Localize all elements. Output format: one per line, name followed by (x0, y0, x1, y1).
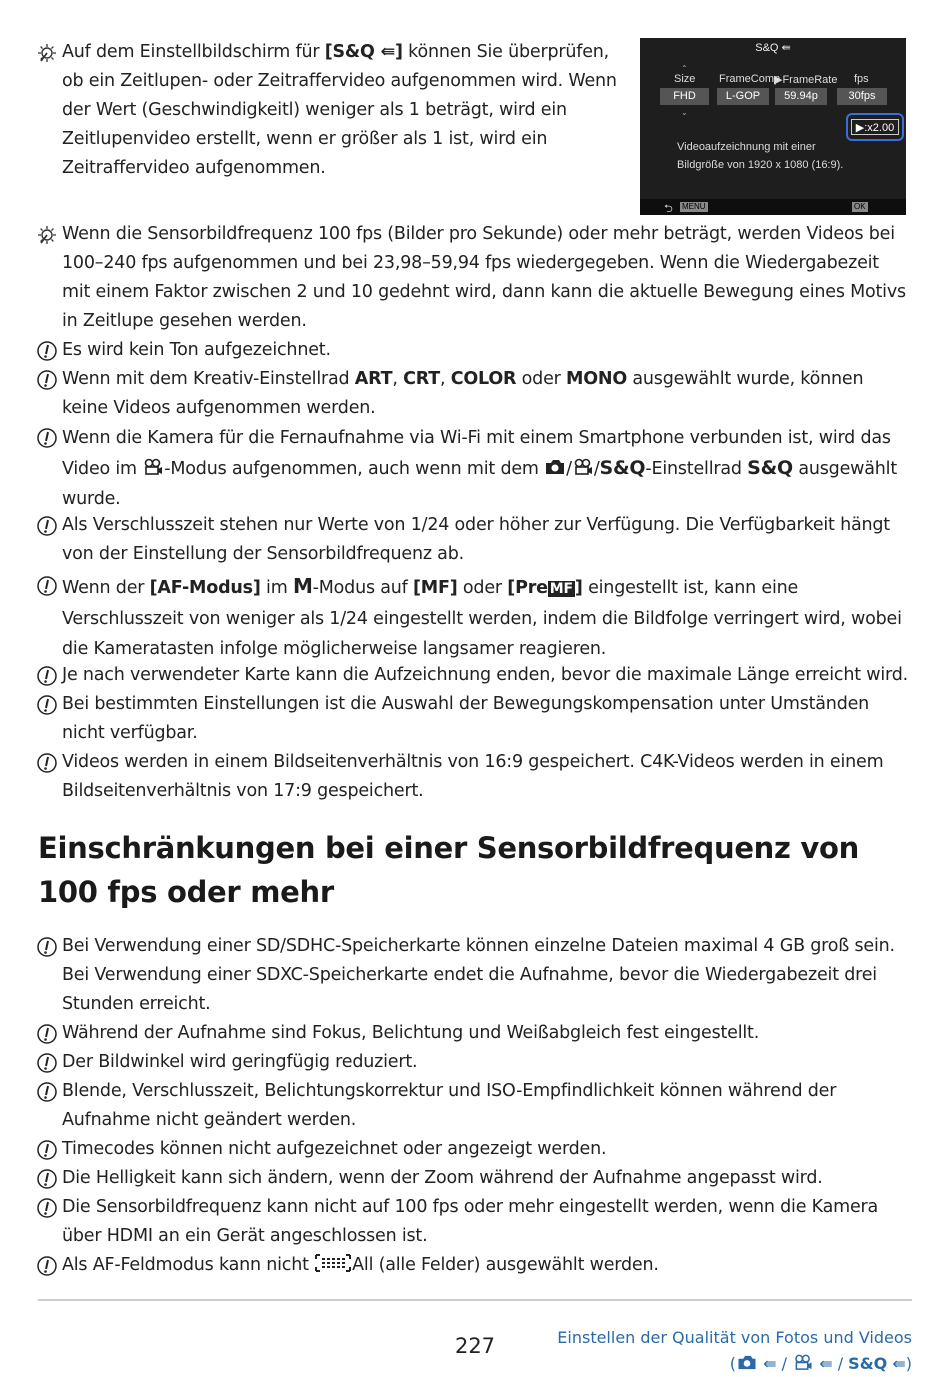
art-sep1: , (392, 369, 404, 389)
pre-mf-label-c: ] (574, 578, 583, 598)
intro-note (36, 38, 626, 183)
sq-menu-label: [S&Q ⇚] (324, 42, 403, 62)
art-post: ausgewählt wurde, können keine Videos aufgenommen werden. (62, 369, 864, 418)
caution-icon (36, 1255, 58, 1277)
af-pre: Wenn der (62, 578, 150, 598)
note-text: Es wird kein Ton aufgezeichnet. (62, 340, 331, 360)
af-field-post: All (alle Felder) ausgewählt werden. (352, 1255, 659, 1275)
restriction-text: Blende, Verschlusszeit, Belichtungskorrektur und ISO-Empfindlichkeit können während der Aufnahme nicht geändert werden. (62, 1081, 837, 1130)
restriction-exposure (36, 1077, 912, 1135)
note-art-dial (36, 365, 912, 423)
up-arrow-icon: ⌃ (681, 64, 688, 73)
af-mid1: im (260, 578, 293, 598)
wifi-post: ausgewählt wurde. (62, 459, 897, 509)
mono-label: MONO (566, 369, 628, 389)
art-sep2: , (439, 369, 451, 389)
caution-icon (36, 1081, 58, 1103)
note-no-sound (36, 336, 912, 365)
down-arrow-icon: ⌄ (681, 108, 688, 117)
restriction-timecode (36, 1135, 912, 1164)
quality-icon: ⇚ (758, 1354, 777, 1373)
note-text: Je nach verwendeter Karte kann die Aufzeichnung enden, bevor die maximale Länge erreicht wird. (62, 665, 908, 685)
caution-icon (36, 694, 58, 716)
restriction-text: Timecodes können nicht aufgezeichnet oder angezeigt werden. (62, 1139, 607, 1159)
camera-screen-header: S&Q ⇚ (755, 42, 791, 54)
quality-icon: ⇚ (814, 1354, 833, 1373)
caution-icon (36, 665, 58, 687)
footer-title[interactable]: Einstellen der Qualität von Fotos und Videos (557, 1328, 912, 1347)
wifi-pre: Wenn die Kamera für die Fernaufnahme via Wi-Fi mit einem Smartphone verbunden ist, wird das Video im (62, 428, 891, 479)
tip-icon (36, 224, 58, 246)
caution-icon (36, 936, 58, 958)
mf-label: [MF] (412, 578, 458, 598)
caution-icon (36, 1139, 58, 1161)
value-size[interactable]: FHD (660, 88, 709, 105)
pre-mf-label-a: [Pre (507, 578, 548, 598)
wifi-mid2: -Einstellrad (645, 459, 748, 479)
label-framerate: ▶FrameRate (774, 74, 838, 86)
footer-divider (38, 1299, 912, 1301)
caution-icon (36, 340, 58, 362)
footer-paren-close: ) (905, 1354, 912, 1373)
wifi-mid1: -Modus aufgenommen, auch wenn mit dem (164, 459, 545, 479)
camera-message-line1: Videoaufzeichnung mit einer (677, 141, 816, 153)
caution-icon (36, 369, 58, 391)
sq-mode-label: S&Q (599, 457, 646, 479)
movie-icon (792, 1354, 814, 1371)
value-framerate[interactable]: 59.94p (775, 88, 827, 105)
restriction-card-size (36, 932, 912, 1019)
color-label: COLOR (450, 369, 517, 389)
restriction-text: Bei Verwendung einer SD/SDHC-Speicherkarte können einzelne Dateien maximal 4 GB groß sein. Bei Verwendung einer SDXC-Speicherkarte endet die Aufnahme, bevor die Wiedergabezeit drei Stunden erreicht. (62, 936, 895, 1014)
note-tip-framerate (36, 220, 912, 336)
label-size: Size (674, 73, 696, 85)
label-fps: fps (854, 73, 869, 85)
restriction-hdmi (36, 1193, 912, 1251)
af-mode-label: [AF-Modus] (149, 578, 261, 598)
value-framecomp[interactable]: L-GOP (717, 88, 769, 105)
camera-icon (736, 1354, 758, 1371)
caution-icon (36, 515, 58, 537)
note-motion-comp (36, 690, 912, 748)
intro-text-pre: Auf dem Einstellbildschirm für (62, 42, 325, 62)
intro-text-post: können Sie überprüfen, ob ein Zeitlupen- oder Zeitraffervideo aufgenommen wird. Wenn der Wert (Geschwindigkeitl) weniger als 1 beträgt, wird ein Zeitlupenvideo erstellt, wenn er größer als 1 ist, wird ein Zeitraffervideo aufgenommen. (62, 42, 617, 178)
note-text: Bei bestimmten Einstellungen ist die Auswahl der Bewegungskompensation unter Umständen nicht verfügbar. (62, 694, 870, 743)
footer-icons (557, 1351, 912, 1377)
movie-icon (572, 458, 594, 476)
label-framecomp: FrameComp (719, 73, 781, 85)
note-text: Videos werden in einem Bildseitenverhältnis von 16:9 gespeichert. C4K-Videos werden in einem Bildseitenverhältnis von 17:9 gespeichert. (62, 752, 884, 801)
caution-icon (36, 1168, 58, 1190)
note-shutter (36, 511, 912, 569)
note-card (36, 661, 912, 690)
footer-sep1: / (776, 1354, 793, 1373)
footer-sep2: / (832, 1354, 849, 1373)
wifi-sep1: / (566, 459, 572, 479)
caution-icon (36, 1023, 58, 1045)
menu-button[interactable]: MENU (682, 202, 706, 211)
footer-sq-label: S&Q (848, 1354, 888, 1373)
tip-icon (36, 42, 58, 64)
restriction-text: Die Helligkeit kann sich ändern, wenn der Zoom während der Aufnahme angepasst wird. (62, 1168, 823, 1188)
m-mode-label: M (292, 574, 313, 598)
note-af-mode (36, 571, 912, 664)
caution-icon (36, 752, 58, 774)
note-text: Wenn die Sensorbildfrequenz 100 fps (Bilder pro Sekunde) oder mehr beträgt, werden Videos bei 100–240 fps aufgenommen und bei 23,98–59,94 fps wiedergegeben. Wenn die Wiedergabezeit mit einem Faktor zwischen 2 und 10 gedehnt wird, dann kann die aktuelle Bewegung eines Motivs in Zeitlupe gesehen werden. (62, 224, 906, 331)
restriction-text: Während der Aufnahme sind Fokus, Belichtung und Weißabgleich fest eingestellt. (62, 1023, 760, 1043)
back-arrow-icon: ⮌ (664, 203, 673, 215)
restriction-angle (36, 1048, 912, 1077)
art-mid: oder (516, 369, 567, 389)
section-heading: Einschränkungen bei einer Sensorbildfrequenz von 100 fps oder mehr (38, 831, 859, 909)
restriction-text: Die Sensorbildfrequenz kann nicht auf 100 fps oder mehr eingestellt werden, wenn die Kamera über HDMI an ein Gerät angeschlossen ist. (62, 1197, 879, 1246)
movie-icon (142, 458, 164, 476)
ok-button[interactable]: OK (854, 202, 866, 211)
value-fps[interactable]: 30fps (837, 88, 887, 105)
af-field-pre: Als AF-Feldmodus kann nicht (62, 1255, 315, 1275)
art-pre: Wenn mit dem Kreativ-Einstellrad (62, 369, 355, 389)
restriction-af-field (36, 1251, 912, 1280)
pre-mf-label-b: MF (549, 581, 573, 597)
footer-paren-open: ( (729, 1354, 737, 1373)
restriction-focus (36, 1019, 912, 1048)
af-mid2: -Modus auf (312, 578, 413, 598)
sq-mode-label: S&Q (747, 457, 793, 479)
note-aspect (36, 748, 912, 806)
af-mid3: oder (457, 578, 508, 598)
speed-value[interactable]: ▶:x2.00 (851, 119, 899, 135)
camera-message (677, 138, 843, 174)
restriction-brightness (36, 1164, 912, 1193)
camera-bottom-bar (640, 199, 906, 215)
af-post: eingestellt ist, kann eine Verschlusszeit von weniger als 1/24 eingestellt werden, indem die Bildfolge verringert wird, wobei die Kameratasten infolge möglicherweise langsamer reagieren. (62, 578, 902, 659)
caution-icon (36, 1052, 58, 1074)
camera-screen (640, 38, 906, 215)
camera-icon (544, 458, 566, 476)
caution-icon (36, 1197, 58, 1219)
caution-icon (36, 427, 58, 449)
all-targets-icon (314, 1253, 352, 1273)
restriction-text: Der Bildwinkel wird geringfügig reduziert. (62, 1052, 418, 1072)
caution-icon (36, 575, 58, 597)
camera-message-line2: Bildgröße von 1920 x 1080 (16:9). (677, 159, 844, 171)
footer-link[interactable] (557, 1325, 912, 1377)
crt-label: CRT (403, 369, 440, 389)
note-text: Als Verschlusszeit stehen nur Werte von 1/24 oder höher zur Verfügung. Die Verfügbarkeit hängt von der Einstellung der Sensorbildfrequenz ab. (62, 515, 890, 564)
note-wifi (36, 423, 912, 514)
quality-icon: ⇚ (887, 1354, 906, 1373)
wifi-sep2: / (593, 459, 600, 479)
art-label: ART (354, 369, 393, 389)
page-number: 227 (454, 1334, 496, 1358)
